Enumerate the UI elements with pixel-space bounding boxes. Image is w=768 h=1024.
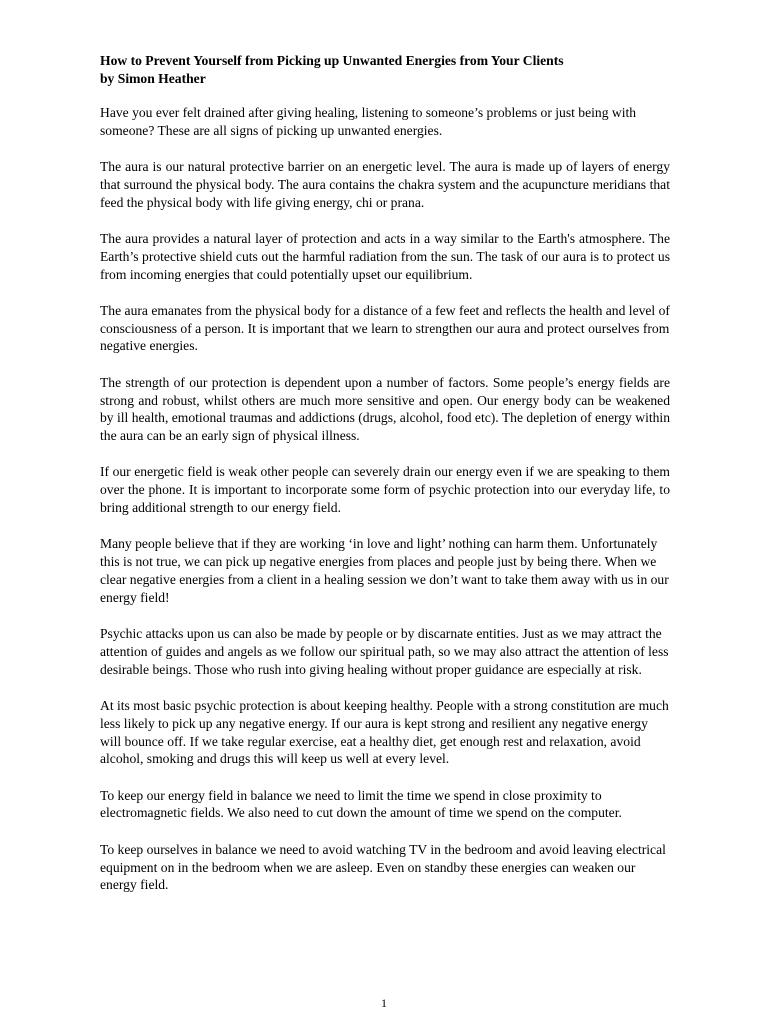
paragraph-bedroom: To keep ourselves in balance we need to avoid watching TV in the bedroom and avoid leaving electrical equipment on in the bedroom when we are asleep. Even on standby these energies can weaken our energy field. (100, 841, 666, 893)
paragraph-aura-protection: The aura provides a natural layer of protection and acts in a way similar to the Earth's atmosphere. The Earth’s protective shield cuts out the harmful radiation from the sun. The task of our aura is to protect us from incoming energies that could potentially upset our equilibrium. (100, 230, 670, 282)
page-number: 1 (381, 996, 387, 1010)
document-title (100, 52, 670, 87)
paragraph-intro: Have you ever felt drained after giving healing, listening to someone’s problems or just being with someone? These are all signs of picking up unwanted energies. (100, 105, 637, 138)
paragraph-aura-barrier: The aura is our natural protective barrier on an energetic level. The aura is made up of layers of energy that surround the physical body. The aura contains the chakra system and the acupuncture meridians that feed the physical body with life giving energy, chi or prana. (100, 159, 670, 210)
paragraph-keeping-healthy: At its most basic psychic protection is about keeping healthy. People with a strong constitution are much less likely to pick up any negative energy. If our aura is kept strong and resilient any negative energy will bounce off. If we take regular exercise, eat a healthy diet, get enough rest and relaxation, avoid alcohol, smoking and drugs this will keep us well at every level. (100, 697, 669, 767)
paragraph-weak-field: If our energetic field is weak other people can severely drain our energy even if we are speaking to them over the phone. It is important to incorporate some form of psychic protection into our everyday life, to bring additional strength to our energy field. (100, 464, 670, 516)
paragraph-electromagnetic-fields: To keep our energy field in balance we need to limit the time we spend in close proximity to electromagnetic fields. We also need to cut down the amount of time we spend on the computer. (100, 787, 622, 821)
paragraph-aura-emanates: The aura emanates from the physical body for a distance of a few feet and reflects the health and level of consciousness of a person. It is important that we learn to strengthen our aura and protect ourselves from negative energies. (100, 302, 670, 354)
paragraph-protection-strength: The strength of our protection is dependent upon a number of factors. Some people’s energy fields are strong and robust, whilst others are much more sensitive and open. Our energy body can be weakened by ill health, emotional traumas and addictions (drugs, alcohol, food etc). The depletion of energy within the aura can be an early sign of physical illness. (100, 374, 670, 444)
paragraph-psychic-attacks: Psychic attacks upon us can also be made by people or by discarnate entities. Just as we may attract the attention of guides and angels as we follow our spiritual path, so we may also attract the attention of less desirable beings. Those who rush into giving healing without proper guidance are especially at risk. (100, 626, 669, 677)
title-author: by Simon Heather (100, 70, 206, 86)
document-page (100, 52, 670, 913)
title-heading: How to Prevent Yourself from Picking up Unwanted Energies from Your Clients (100, 53, 564, 68)
paragraph-love-and-light: Many people believe that if they are working ‘in love and light’ nothing can harm them. Unfortunately this is not true, we can pick up negative energies from places and people just by being there. When we clear negative energies from a client in a healing session we don’t want to take them away with us in our energy field! (100, 536, 669, 605)
